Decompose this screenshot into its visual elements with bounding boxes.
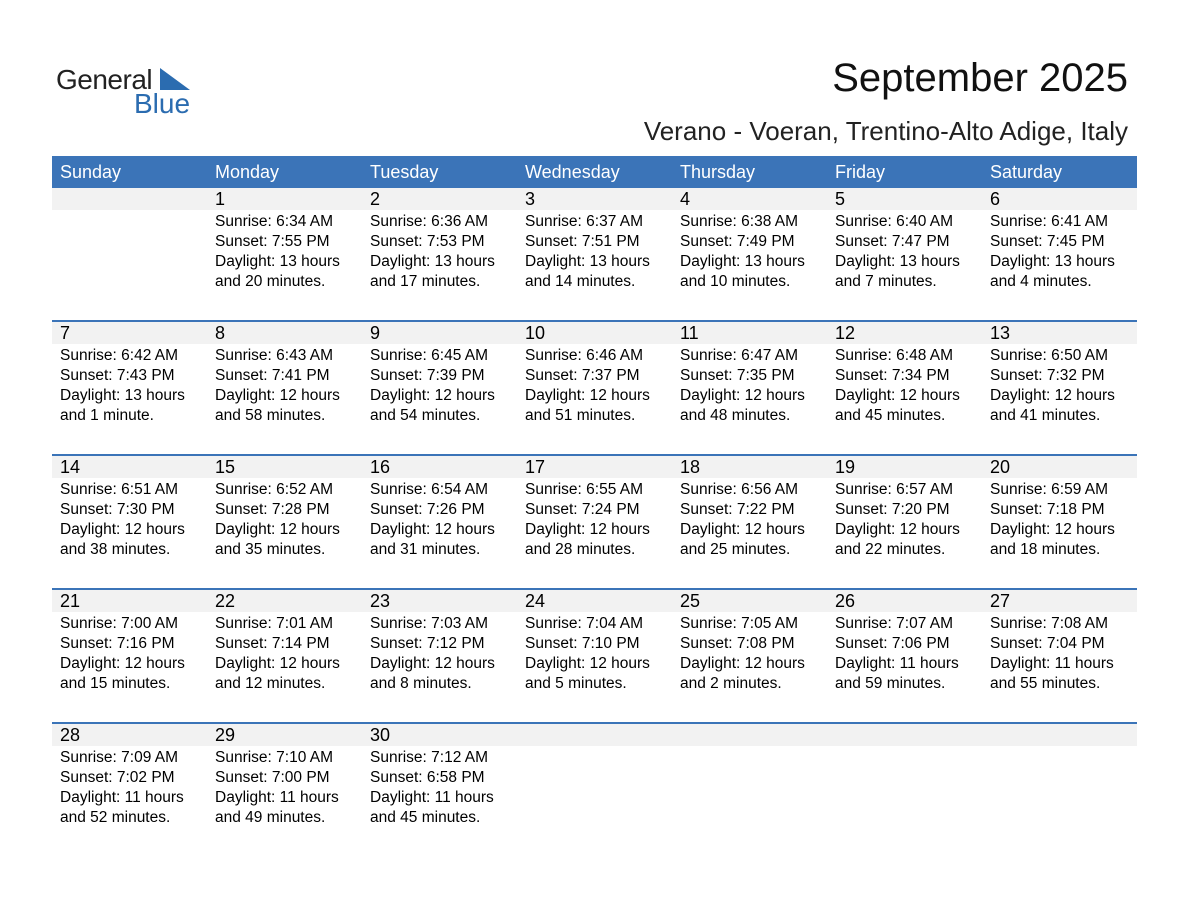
day-number: 27	[990, 591, 1011, 611]
day-sunrise: Sunrise: 6:42 AM	[60, 347, 179, 364]
day-cell	[52, 210, 207, 320]
day-daylight: Daylight: 13 hours	[990, 253, 1115, 270]
day-cell	[362, 746, 517, 856]
day-sunrise: Sunrise: 6:46 AM	[525, 347, 644, 364]
day-number: 13	[990, 323, 1011, 343]
day-number: 22	[215, 591, 236, 611]
day-sunrise: Sunrise: 6:41 AM	[990, 213, 1109, 230]
page-title: September 2025	[832, 56, 1128, 100]
day-number: 6	[990, 189, 1001, 209]
day-cell	[362, 478, 517, 588]
day-daylight: Daylight: 12 hours	[835, 521, 960, 538]
day-sunrise: Sunrise: 6:43 AM	[215, 347, 334, 364]
day-number: 19	[835, 457, 856, 477]
day-daylight: Daylight: 12 hours	[835, 387, 960, 404]
calendar-weeks	[52, 188, 1137, 856]
calendar-week	[52, 188, 1137, 320]
day-cell	[827, 210, 982, 320]
day-daylight: Daylight: 12 hours	[680, 655, 805, 672]
day-minutes: and 12 minutes.	[215, 675, 326, 692]
day-number: 23	[370, 591, 391, 611]
day-daylight: Daylight: 11 hours	[370, 789, 494, 806]
day-cell	[672, 478, 827, 588]
day-daylight: Daylight: 11 hours	[990, 655, 1114, 672]
day-minutes: and 41 minutes.	[990, 407, 1101, 424]
day-cell	[982, 612, 1137, 722]
day-daylight: Daylight: 12 hours	[215, 521, 340, 538]
day-sunrise: Sunrise: 6:48 AM	[835, 347, 954, 364]
day-daylight: Daylight: 12 hours	[990, 387, 1115, 404]
day-number-row	[52, 322, 1137, 344]
day-sunrise: Sunrise: 6:55 AM	[525, 481, 644, 498]
day-sunset: Sunset: 7:39 PM	[370, 367, 485, 384]
day-sunrise: Sunrise: 6:54 AM	[370, 481, 489, 498]
day-daylight: Daylight: 12 hours	[525, 387, 650, 404]
day-info-row	[52, 210, 1137, 320]
day-cell	[982, 210, 1137, 320]
day-sunset: Sunset: 6:58 PM	[370, 769, 485, 786]
weekday-tuesday: Tuesday	[370, 162, 439, 182]
day-sunset: Sunset: 7:02 PM	[60, 769, 175, 786]
day-cell	[827, 478, 982, 588]
day-sunset: Sunset: 7:22 PM	[680, 501, 795, 518]
day-minutes: and 58 minutes.	[215, 407, 326, 424]
day-minutes: and 17 minutes.	[370, 273, 481, 290]
day-sunrise: Sunrise: 6:38 AM	[680, 213, 799, 230]
day-cell	[362, 612, 517, 722]
day-number-row	[52, 590, 1137, 612]
day-sunrise: Sunrise: 7:00 AM	[60, 615, 179, 632]
calendar-week	[52, 588, 1137, 722]
day-minutes: and 4 minutes.	[990, 273, 1092, 290]
day-daylight: Daylight: 13 hours	[370, 253, 495, 270]
day-sunset: Sunset: 7:41 PM	[215, 367, 330, 384]
day-minutes: and 15 minutes.	[60, 675, 171, 692]
day-number	[52, 188, 207, 210]
day-daylight: Daylight: 11 hours	[60, 789, 184, 806]
day-cell	[207, 612, 362, 722]
day-sunset: Sunset: 7:28 PM	[215, 501, 330, 518]
brand-logo	[56, 62, 196, 122]
calendar-grid	[52, 156, 1137, 856]
day-sunrise: Sunrise: 7:01 AM	[215, 615, 334, 632]
day-sunrise: Sunrise: 7:12 AM	[370, 749, 489, 766]
day-minutes: and 49 minutes.	[215, 809, 326, 826]
day-minutes: and 10 minutes.	[680, 273, 791, 290]
day-number: 30	[370, 725, 391, 745]
day-sunrise: Sunrise: 7:09 AM	[60, 749, 179, 766]
day-sunset: Sunset: 7:14 PM	[215, 635, 330, 652]
day-cell	[517, 612, 672, 722]
day-number: 4	[680, 189, 691, 209]
day-number: 10	[525, 323, 546, 343]
day-sunset: Sunset: 7:32 PM	[990, 367, 1105, 384]
day-number	[517, 724, 672, 746]
day-sunrise: Sunrise: 7:07 AM	[835, 615, 954, 632]
day-daylight: Daylight: 12 hours	[370, 521, 495, 538]
day-cell	[52, 612, 207, 722]
day-sunset: Sunset: 7:10 PM	[525, 635, 640, 652]
day-minutes: and 20 minutes.	[215, 273, 326, 290]
day-daylight: Daylight: 13 hours	[525, 253, 650, 270]
day-sunset: Sunset: 7:45 PM	[990, 233, 1105, 250]
day-daylight: Daylight: 12 hours	[680, 521, 805, 538]
day-minutes: and 52 minutes.	[60, 809, 171, 826]
day-cell	[672, 210, 827, 320]
day-minutes: and 45 minutes.	[835, 407, 946, 424]
day-sunset: Sunset: 7:55 PM	[215, 233, 330, 250]
day-daylight: Daylight: 12 hours	[215, 387, 340, 404]
day-cell	[362, 210, 517, 320]
day-sunrise: Sunrise: 6:37 AM	[525, 213, 644, 230]
day-number: 7	[60, 323, 71, 343]
day-daylight: Daylight: 12 hours	[525, 521, 650, 538]
day-cell	[207, 210, 362, 320]
day-cell	[207, 344, 362, 454]
calendar-week	[52, 454, 1137, 588]
day-daylight: Daylight: 13 hours	[215, 253, 340, 270]
weekday-header	[52, 156, 1137, 188]
day-number: 17	[525, 457, 546, 477]
day-cell	[52, 746, 207, 856]
day-daylight: Daylight: 12 hours	[370, 655, 495, 672]
day-sunrise: Sunrise: 7:04 AM	[525, 615, 644, 632]
day-number: 14	[60, 457, 81, 477]
day-cell	[52, 344, 207, 454]
day-number: 2	[370, 189, 381, 209]
day-sunset: Sunset: 7:18 PM	[990, 501, 1105, 518]
day-minutes: and 25 minutes.	[680, 541, 791, 558]
day-sunset: Sunset: 7:49 PM	[680, 233, 795, 250]
day-cell	[827, 344, 982, 454]
day-minutes: and 18 minutes.	[990, 541, 1101, 558]
day-minutes: and 38 minutes.	[60, 541, 171, 558]
day-sunrise: Sunrise: 6:40 AM	[835, 213, 954, 230]
day-sunrise: Sunrise: 7:05 AM	[680, 615, 799, 632]
day-sunset: Sunset: 7:37 PM	[525, 367, 640, 384]
day-cell	[52, 478, 207, 588]
day-number: 24	[525, 591, 546, 611]
day-sunrise: Sunrise: 6:59 AM	[990, 481, 1109, 498]
day-number: 20	[990, 457, 1011, 477]
day-info-row	[52, 612, 1137, 722]
day-minutes: and 48 minutes.	[680, 407, 791, 424]
day-minutes: and 5 minutes.	[525, 675, 627, 692]
day-number: 15	[215, 457, 236, 477]
logo-triangle-icon	[160, 68, 190, 90]
day-sunset: Sunset: 7:06 PM	[835, 635, 950, 652]
day-sunset: Sunset: 7:34 PM	[835, 367, 950, 384]
day-minutes: and 1 minute.	[60, 407, 154, 424]
weekday-thursday: Thursday	[680, 162, 756, 182]
logo-general-text: General	[56, 64, 153, 95]
day-number: 1	[215, 189, 226, 209]
day-number: 16	[370, 457, 391, 477]
day-sunset: Sunset: 7:00 PM	[215, 769, 330, 786]
day-number: 26	[835, 591, 856, 611]
day-sunset: Sunset: 7:20 PM	[835, 501, 950, 518]
day-cell	[982, 746, 1137, 856]
day-minutes: and 28 minutes.	[525, 541, 636, 558]
day-cell	[672, 612, 827, 722]
day-number: 11	[680, 323, 699, 343]
day-cell	[517, 210, 672, 320]
day-number: 9	[370, 323, 381, 343]
day-sunrise: Sunrise: 6:50 AM	[990, 347, 1109, 364]
day-sunrise: Sunrise: 6:45 AM	[370, 347, 489, 364]
calendar-week	[52, 722, 1137, 856]
day-sunrise: Sunrise: 6:52 AM	[215, 481, 334, 498]
day-cell	[827, 612, 982, 722]
day-number-row	[52, 188, 1137, 210]
day-daylight: Daylight: 12 hours	[370, 387, 495, 404]
weekday-friday: Friday	[835, 162, 886, 182]
day-sunset: Sunset: 7:24 PM	[525, 501, 640, 518]
day-sunrise: Sunrise: 6:47 AM	[680, 347, 799, 364]
day-daylight: Daylight: 13 hours	[835, 253, 960, 270]
day-sunset: Sunset: 7:12 PM	[370, 635, 485, 652]
day-cell	[517, 478, 672, 588]
logo-blue-text: Blue	[134, 88, 191, 119]
day-sunset: Sunset: 7:53 PM	[370, 233, 485, 250]
day-sunrise: Sunrise: 7:08 AM	[990, 615, 1109, 632]
day-number	[672, 724, 827, 746]
day-cell	[982, 344, 1137, 454]
day-number	[982, 724, 1137, 746]
day-number-row	[52, 724, 1137, 746]
weekday-sunday: Sunday	[60, 162, 122, 182]
day-number-row	[52, 456, 1137, 478]
day-sunset: Sunset: 7:04 PM	[990, 635, 1105, 652]
day-sunset: Sunset: 7:30 PM	[60, 501, 175, 518]
day-daylight: Daylight: 12 hours	[525, 655, 650, 672]
day-cell	[982, 478, 1137, 588]
day-minutes: and 45 minutes.	[370, 809, 481, 826]
day-minutes: and 7 minutes.	[835, 273, 937, 290]
calendar-week	[52, 320, 1137, 454]
day-info-row	[52, 344, 1137, 454]
day-minutes: and 55 minutes.	[990, 675, 1101, 692]
day-number: 18	[680, 457, 701, 477]
day-minutes: and 35 minutes.	[215, 541, 326, 558]
day-minutes: and 14 minutes.	[525, 273, 636, 290]
day-sunset: Sunset: 7:35 PM	[680, 367, 795, 384]
day-minutes: and 8 minutes.	[370, 675, 472, 692]
day-sunrise: Sunrise: 6:36 AM	[370, 213, 489, 230]
day-daylight: Daylight: 13 hours	[60, 387, 185, 404]
day-number: 5	[835, 189, 846, 209]
day-number: 21	[60, 591, 81, 611]
day-sunset: Sunset: 7:26 PM	[370, 501, 485, 518]
day-sunrise: Sunrise: 7:10 AM	[215, 749, 334, 766]
day-number: 3	[525, 189, 536, 209]
day-sunset: Sunset: 7:47 PM	[835, 233, 950, 250]
day-sunrise: Sunrise: 7:03 AM	[370, 615, 489, 632]
location-subtitle: Verano - Voeran, Trentino-Alto Adige, Italy	[643, 116, 1128, 146]
day-cell	[672, 746, 827, 856]
day-sunrise: Sunrise: 6:51 AM	[60, 481, 179, 498]
day-minutes: and 22 minutes.	[835, 541, 946, 558]
day-sunset: Sunset: 7:51 PM	[525, 233, 640, 250]
day-daylight: Daylight: 12 hours	[60, 521, 185, 538]
day-sunrise: Sunrise: 6:56 AM	[680, 481, 799, 498]
day-cell	[207, 478, 362, 588]
day-daylight: Daylight: 12 hours	[680, 387, 805, 404]
day-minutes: and 54 minutes.	[370, 407, 481, 424]
day-daylight: Daylight: 12 hours	[60, 655, 185, 672]
day-cell	[827, 746, 982, 856]
day-number: 25	[680, 591, 701, 611]
day-cell	[672, 344, 827, 454]
day-minutes: and 59 minutes.	[835, 675, 946, 692]
day-daylight: Daylight: 12 hours	[990, 521, 1115, 538]
day-cell	[517, 344, 672, 454]
day-daylight: Daylight: 11 hours	[835, 655, 959, 672]
weekday-saturday: Saturday	[990, 162, 1063, 182]
weekday-wednesday: Wednesday	[525, 162, 620, 182]
day-number	[827, 724, 982, 746]
day-cell	[362, 344, 517, 454]
day-sunset: Sunset: 7:16 PM	[60, 635, 175, 652]
day-cell	[517, 746, 672, 856]
day-number: 28	[60, 725, 81, 745]
day-minutes: and 2 minutes.	[680, 675, 782, 692]
day-sunrise: Sunrise: 6:57 AM	[835, 481, 954, 498]
day-number: 12	[835, 323, 856, 343]
day-info-row	[52, 746, 1137, 856]
weekday-monday: Monday	[215, 162, 280, 182]
day-number: 29	[215, 725, 236, 745]
day-minutes: and 51 minutes.	[525, 407, 636, 424]
day-info-row	[52, 478, 1137, 588]
day-daylight: Daylight: 13 hours	[680, 253, 805, 270]
day-sunrise: Sunrise: 6:34 AM	[215, 213, 334, 230]
day-daylight: Daylight: 11 hours	[215, 789, 339, 806]
day-sunset: Sunset: 7:08 PM	[680, 635, 795, 652]
day-minutes: and 31 minutes.	[370, 541, 481, 558]
day-cell	[207, 746, 362, 856]
day-sunset: Sunset: 7:43 PM	[60, 367, 175, 384]
day-number: 8	[215, 323, 226, 343]
day-daylight: Daylight: 12 hours	[215, 655, 340, 672]
